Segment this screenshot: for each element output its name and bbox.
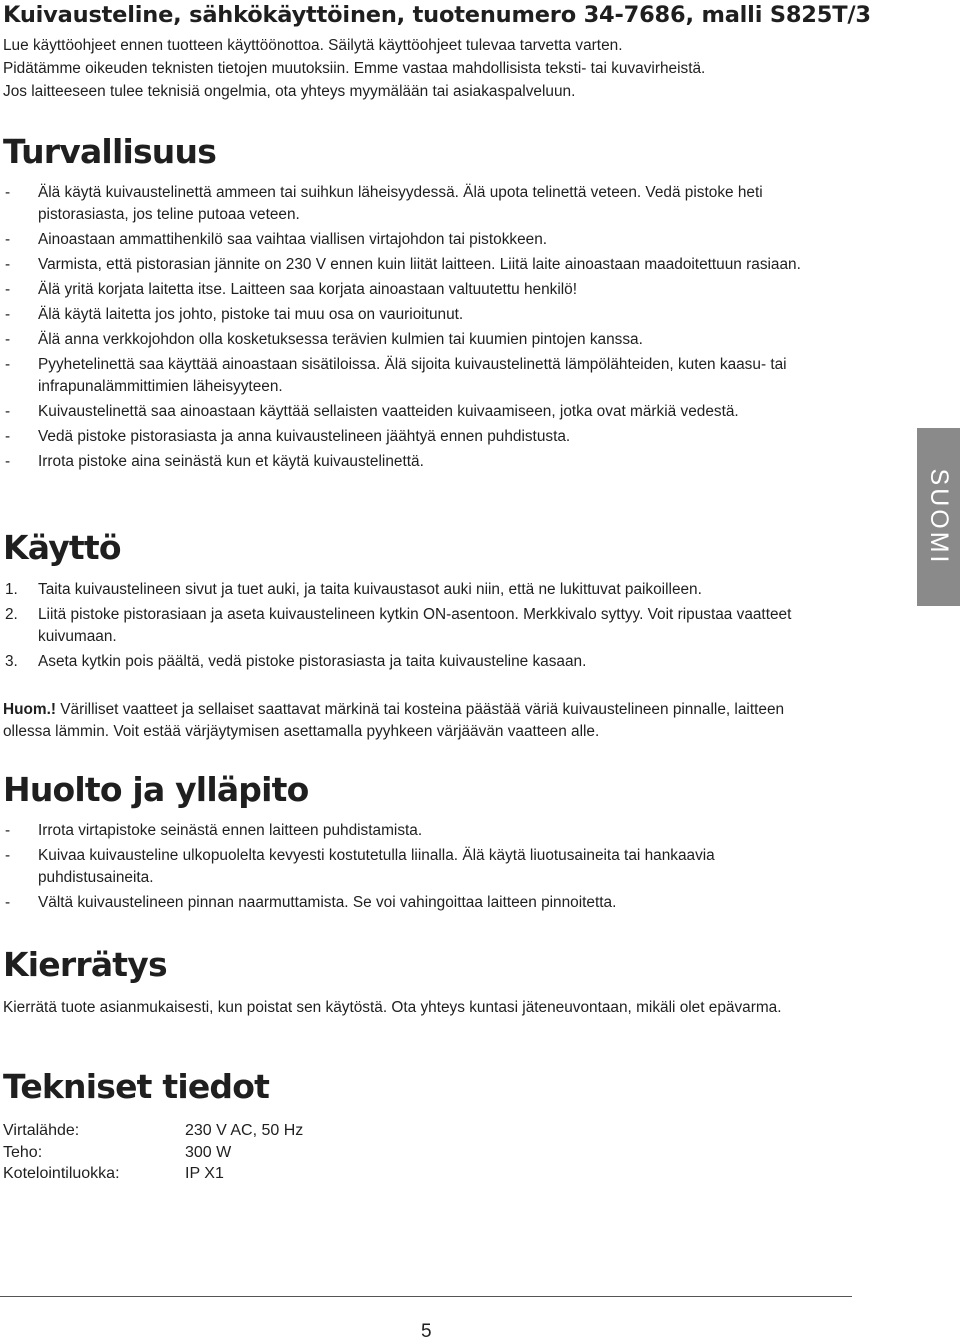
usage-step: 1. Taita kuivaustelineen sivut ja tuet auki, ja taita kuivaustasot auki niin, että ne lukittuvat paikoilleen. <box>5 581 702 598</box>
intro-line: Jos laitteeseen tulee teknisiä ongelmia, ota yhteys myymälään tai asiakaspalveluun. <box>3 83 576 100</box>
spec-row <box>3 1120 303 1142</box>
safety-item: - Ainoastaan ammattihenkilö saa vaihtaa viallisen virtajohdon tai pistokkeen. <box>5 231 548 248</box>
usage-step: 2. Liitä pistoke pistorasiaan ja aseta kuivaustelineen kytkin ON-asentoon. Merkkivalo syttyy. Voit ripustaa vaatteet kuivumaan. <box>5 606 792 645</box>
spec-row <box>3 1163 303 1185</box>
maintenance-heading: Huolto ja ylläpito <box>3 770 309 809</box>
recycling-heading: Kierrätys <box>3 945 167 984</box>
safety-list <box>3 182 833 476</box>
document-title: Kuivausteline, sähkökäyttöinen, tuotenumero 34-7686, malli S825T/3 <box>3 2 871 28</box>
spec-label: Kotelointiluokka: <box>3 1165 120 1182</box>
safety-item: - Älä anna verkkojohdon olla kosketuksessa terävien kulmien tai kuumien pintojen kanssa. <box>5 331 643 348</box>
language-tab-label: SUOMI <box>924 468 953 566</box>
safety-item: - Kuivaustelinettä saa ainoastaan käyttää sellaisten vaatteiden kuivaamiseen, jotka ovat märkiä vedestä. <box>5 403 739 420</box>
spec-value: IP X1 <box>185 1165 224 1182</box>
language-tab <box>917 428 960 606</box>
safety-item: - Irrota pistoke aina seinästä kun et käytä kuivaustelinettä. <box>5 453 424 470</box>
intro-line: Pidätämme oikeuden teknisten tietojen muutoksiin. Emme vastaa mahdollisista teksti- tai kuvavirheistä. <box>3 60 706 77</box>
maintenance-item: - Irrota virtapistoke seinästä ennen laitteen puhdistamista. <box>5 822 423 839</box>
maintenance-item: - Kuivaa kuivausteline ulkopuolelta kevyesti kostutetulla liinalla. Älä käytä liuotusaineita tai hankaavia puhdistusaineita. <box>5 847 715 886</box>
safety-heading: Turvallisuus <box>3 132 217 171</box>
footer-divider <box>0 1296 852 1297</box>
spec-value: 300 W <box>185 1143 232 1161</box>
spec-value: 230 V AC, 50 Hz <box>185 1122 304 1139</box>
note-label: Huom.! <box>3 701 57 718</box>
specs-heading: Tekniset tiedot <box>3 1067 270 1106</box>
usage-heading: Käyttö <box>3 528 121 567</box>
specs-table <box>3 1120 303 1185</box>
recycling-text: Kierrätä tuote asianmukaisesti, kun poistat sen käytöstä. Ota yhteys kuntasi jäteneuvontaan, mikäli olet epävarma. <box>3 999 782 1016</box>
note-text: Värilliset vaatteet ja sellaiset saattavat märkinä tai kosteina päästää väriä kuivaustelineen pinnalle, laitteen ollessa lämmin. Voit estää värjäytymisen asettamalla pyyhkeen värjäävän vaatteen alle. <box>3 701 785 740</box>
page-number: 5 <box>421 1321 432 1342</box>
maintenance-list <box>3 820 833 917</box>
safety-item: - Pyyhetelinettä saa käyttää ainoastaan sisätiloissa. Älä sijoita kuivaustelinettä lämpölähteiden, kuten kaasu- tai infrapunalämmittimien läheisyyteen. <box>5 356 787 395</box>
spec-label: Virtalähde: <box>3 1122 80 1139</box>
spec-row <box>3 1142 303 1164</box>
safety-item: - Varmista, että pistorasian jännite on 230 V ennen kuin liität laitteen. Liitä laite ainoastaan maadoitettuun rasiaan. <box>5 256 801 273</box>
usage-step: 3. Aseta kytkin pois päältä, vedä pistoke pistorasiasta ja taita kuivausteline kasaan. <box>5 653 587 670</box>
intro-line: Lue käyttöohjeet ennen tuotteen käyttöönottoa. Säilytä käyttöohjeet tulevaa tarvetta varten. <box>3 37 623 54</box>
safety-item: - Vedä pistoke pistorasiasta ja anna kuivaustelineen jäähtyä ennen puhdistusta. <box>5 428 571 445</box>
intro-text <box>3 34 705 103</box>
safety-item: - Älä käytä kuivaustelinettä ammeen tai suihkun läheisyydessä. Älä upota telinettä veteen. Vedä pistoke heti pistorasiasta, jos teline putoaa veteen. <box>5 184 763 223</box>
usage-steps <box>3 579 833 676</box>
safety-item: - Älä käytä laitetta jos johto, pistoke tai muu osa on vaurioitunut. <box>5 306 464 323</box>
spec-label: Teho: <box>3 1143 43 1161</box>
usage-note <box>3 699 833 743</box>
maintenance-item: - Vältä kuivaustelineen pinnan naarmuttamista. Se voi vahingoittaa laitteen pinnoitetta. <box>5 894 617 911</box>
safety-item: - Älä yritä korjata laitetta itse. Laitteen saa korjata ainoastaan valtuutettu henkilö! <box>5 281 577 298</box>
